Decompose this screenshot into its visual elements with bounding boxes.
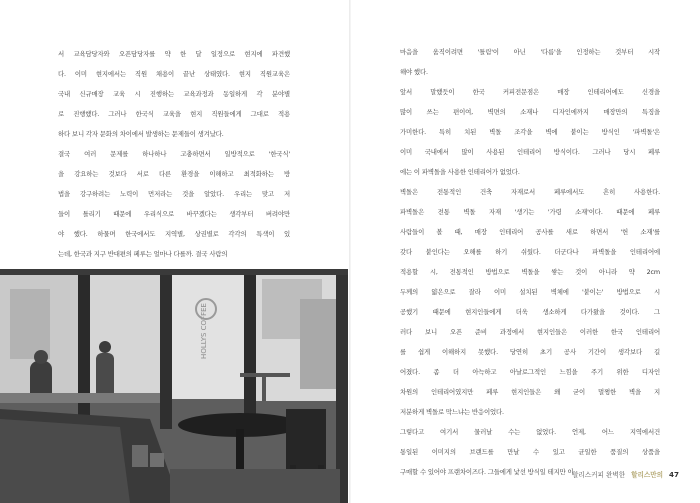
text-line: 차원의 인테리어였지만 페루 현지인들은 왜 굳이 멀쩡한 벽을 지 <box>400 388 660 396</box>
text-line: 갖다 붙인다는 오해를 하기 쉬웠다. 더군다나 파벽돌을 인테리어에 <box>400 248 660 256</box>
text-line: 많이 쓰는 편이여, 벽면의 소재나 디자인에까지 매장만의 특징을 <box>400 108 660 116</box>
text-line: 저분하게 벽돌로 막느냐는 반응이었다. <box>400 408 504 416</box>
text-line: 적용할 시, 전통적인 방법으로 벽돌을 쌓는 것이 아니라 약 2cm <box>400 268 660 276</box>
text-line: 파벽돌은 전통 벽돌 자재 '생기는 '가령 소재'이다. 때문에 페루 <box>400 208 660 216</box>
text-line: 다. 이미 현지에서는 직원 채용이 끝난 상태였다. 현지 직원교육은 <box>58 70 290 78</box>
text-line: 구매할 수 있어야 프랜차이즈다. 그들에게 낯선 방식일 테지만 이 <box>400 468 574 476</box>
text-line: 에는 이 파벽돌을 사용한 인테리어가 없었다. <box>400 168 520 176</box>
text-line: 러다 보니 오픈 준비 과정에서 현지인들은 이러한 한국 인테리어 <box>400 328 660 336</box>
page-footer <box>572 469 679 479</box>
text-line: 는데, 한국과 지구 반대편의 페루는 얼마나 다를까. 결국 사람의 <box>58 250 228 258</box>
footer-brand: 할리스만의 <box>631 471 663 479</box>
text-line: 사람들이 볼 때, 매장 인테리어 공사를 새로 하면서 '헌 소재'를 <box>400 228 660 236</box>
text-line: 로 진행했다. 그러나 한국식 교육을 현지 직원들에게 그대로 적용 <box>58 110 290 118</box>
text-line: 통일된 이미지의 브랜드를 만날 수 있고 균일한 품질의 상품을 <box>400 448 660 456</box>
text-line: 야 했다. 하물며 한국에서도 지역별, 상권별로 각각의 특색이 있 <box>58 230 290 238</box>
text-line: 어졌다. 좀 더 아늑하고 아날로그적인 느낌을 주기 위한 디자인 <box>400 368 660 376</box>
text-line: 마음을 움직이려면 '틀림'이 아닌 '다름'을 인정하는 것부터 시작 <box>400 48 660 56</box>
text-line: 을 강요하는 것보다 서로 다른 환경을 이해하고 최적화하는 방 <box>58 170 290 178</box>
text-line: 두께의 얇은으로 잘라 이미 설치된 벽체에 '붙이는' 방법으로 시 <box>400 288 660 296</box>
footer-title: 할리스커피 완벽한 <box>572 471 626 479</box>
text-line: 서 교육담당자와 오픈담당자를 약 한 달 일정으로 현지에 파견했 <box>58 50 290 58</box>
text-line: 를 쉽게 이해하지 못했다. 당연히 초기 공사 기간이 생각보다 길 <box>400 348 660 356</box>
text-line: 결국 여러 문제를 하나하나 고충하면서 일방적으로 '한국식' <box>58 150 290 158</box>
text-line: 들이 틀리기 때문에 우리식으로 바꾸겠다는 생각부터 버려야만 <box>58 210 290 218</box>
text-line: 해야 했다. <box>400 68 428 76</box>
cafe-interior-photo <box>0 269 348 503</box>
text-line: 앞서 말했듯이 한국 커피전문점은 매장 인테리어에도 신경을 <box>400 88 660 96</box>
coffee-sign-text: HOLLYS COFFEE <box>200 303 208 359</box>
page-gutter <box>349 0 351 503</box>
text-line: 법을 강구하려는 노력이 먼저라는 것을 알았다. 우리는 맞고 저 <box>58 190 290 198</box>
text-line: 공했기 때문에 현지인들에게 더욱 생소하게 다가왔을 것이다. 그 <box>400 308 660 316</box>
page-number: 47 <box>668 469 679 479</box>
text-line: 벽돌은 전통적인 건축 자재로서 페루에서도 흔히 사용한다. <box>400 188 660 196</box>
text-line: 국내 신규매장 교육 시 진행하는 교육과정과 동일하게 각 분야별 <box>58 90 290 98</box>
text-line: 이미 국내에서 많이 사용된 인테리어 방식이다. 그러나 당시 페루 <box>400 148 660 156</box>
left-text-column <box>58 44 290 264</box>
text-line: 그렇다고 여기서 물러날 수는 없었다. 언제, 어느 지역에서건 <box>400 428 660 436</box>
text-line: 하다 보니 각자 문화의 차이에서 발생하는 문제들이 생겨났다. <box>58 130 224 138</box>
text-line: 가미한다. 특히 치된 벽돌 조각을 벽에 붙이는 방식인 '파벽돌'은 <box>400 128 660 136</box>
right-text-column <box>400 42 660 482</box>
